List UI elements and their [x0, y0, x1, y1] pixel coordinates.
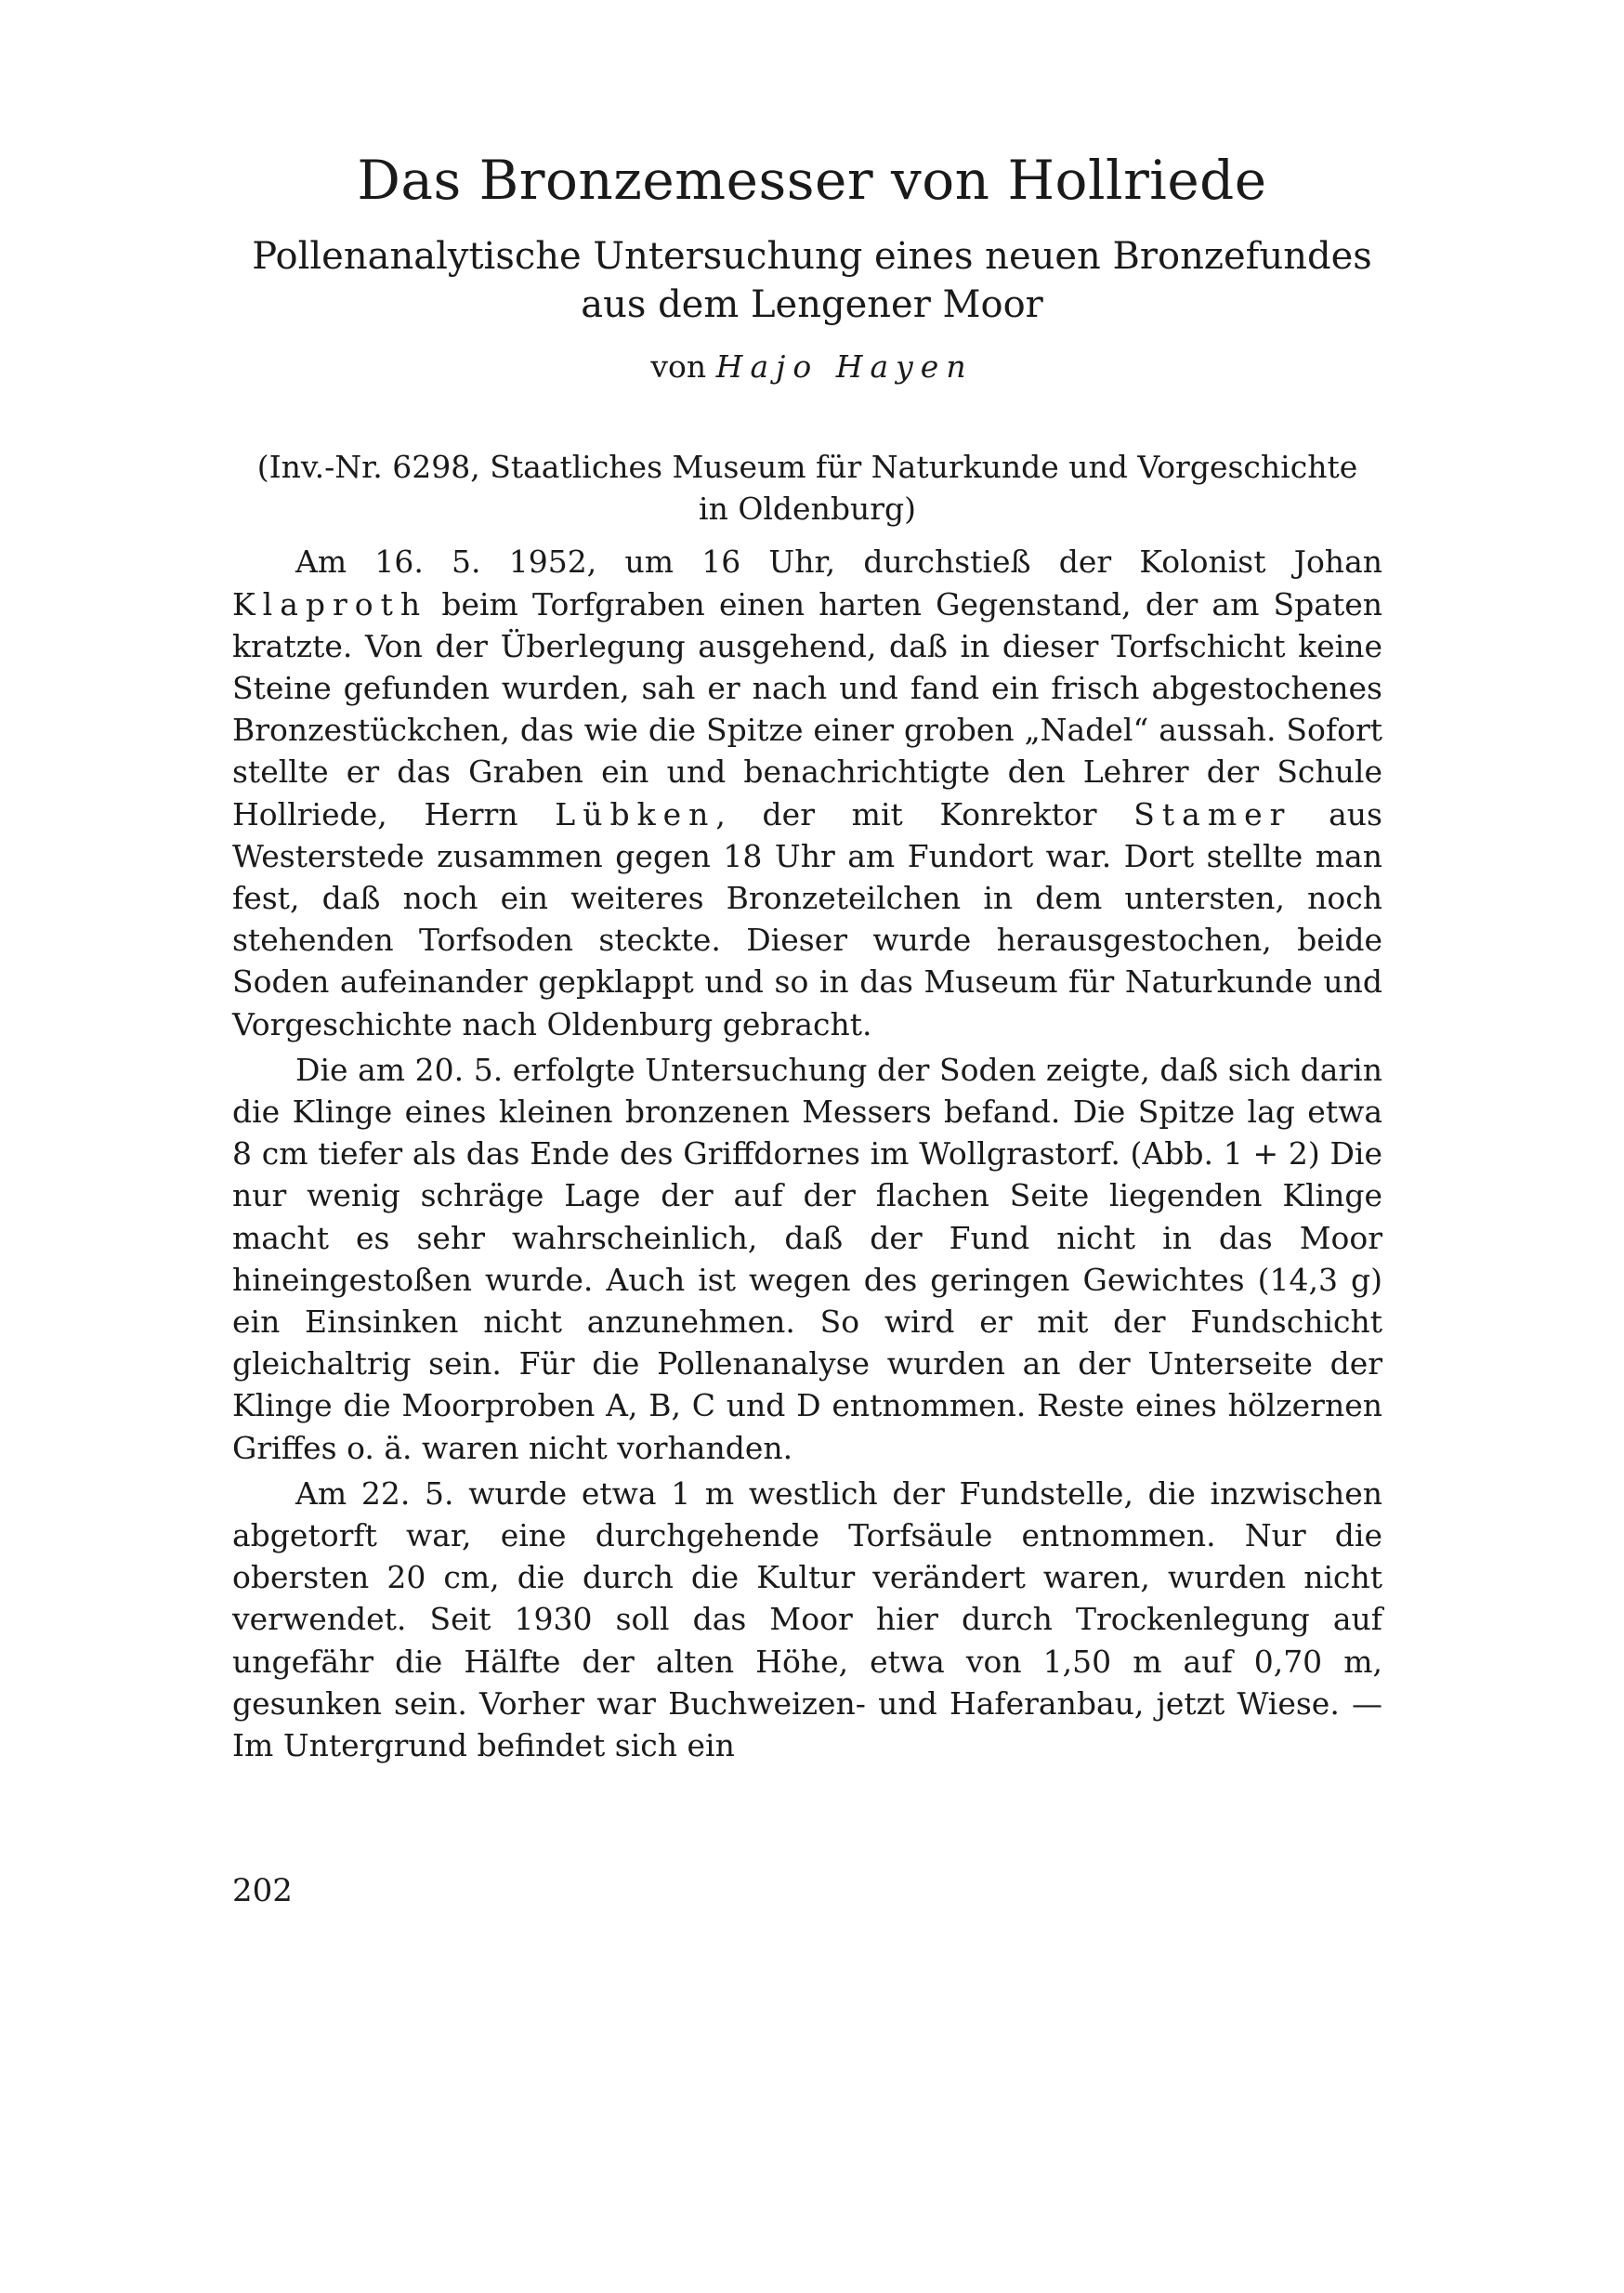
article-title: Das Bronzemesser von Hollriede: [357, 149, 1267, 212]
author-line: [0, 348, 1624, 385]
paragraph-1-text-d: aus Westerstede zusammen gegen 18 Uhr am Fundort war. Dort stellte man fest, daß noch ein weiteres Bronzeteilchen in dem untersten, noch stehenden Torfsoden steckte. Dieser wurde herausgestochen, beide Soden aufeinander gepklappt und so in das Museum für Naturkunde und Vorgeschichte nach Oldenburg gebracht.: [232, 795, 1382, 1042]
paragraph-1: [232, 541, 1382, 1044]
inventory-note: (Inv.-Nr. 6298, Staatliches Museum für Naturkunde und Vorgeschichte in Oldenburg): [256, 449, 1358, 528]
paragraph-1-text-a: Am 16. 5. 1952, um 16 Uhr, durchstieß der Kolonist Johan: [295, 544, 1382, 581]
paragraph-1-text-c: , der mit Konrektor: [715, 795, 1097, 832]
article-body: [232, 446, 1382, 1766]
person-name-luebken: Lübken: [555, 795, 716, 832]
author-prefix: von: [650, 348, 707, 385]
person-name-stamer: Stamer: [1133, 795, 1292, 832]
author-name: Hajo Hayen: [715, 348, 974, 385]
page-number: 202: [232, 1872, 293, 1909]
paragraph-1-text-b: beim Torfgraben einen harten Gegenstand, der am Spaten kratzte. Von der Überlegung ausgehend, daß in dieser Torfschicht keine Steine gefunden wurden, sah er nach und fand ein frisch abgestochenes Bronzestückchen, das wie die Spitze einer groben „Nadel“ aussah. Sofort stellte er das Graben ein und benachrichtigte den Lehrer der Schule Hollriede, Herrn: [232, 585, 1382, 832]
person-name-klaproth: Klaproth: [232, 585, 428, 622]
article-subtitle: Pollenanalytische Untersuchung eines neuen Bronzefundes aus dem Lengener Moor: [252, 235, 1372, 326]
paragraph-3: Am 22. 5. wurde etwa 1 m westlich der Fundstelle, die inzwischen abgetorft war, eine durchgehende Torfsäule entnommen. Nur die obersten 20 cm, die durch die Kultur verändert waren, wurden nicht verwendet. Seit 1930 soll das Moor hier durch Trockenlegung auf ungefähr die Hälfte der alten Höhe, etwa von 1,50 m auf 0,70 m, gesunken sein. Vorher war Buchweizen- und Haferanbau, jetzt Wiese. — Im Untergrund befindet sich ein: [232, 1474, 1382, 1764]
paragraph-2: Die am 20. 5. erfolgte Untersuchung der Soden zeigte, daß sich darin die Klinge eines kleinen bronzenen Messers befand. Die Spitze lag etwa 8 cm tiefer als das Ende des Griffdornes im Wollgrastorf. (Abb. 1 + 2) Die nur wenig schräge Lage der auf der flachen Seite liegenden Klinge macht es sehr wahrscheinlich, daß der Fund nicht in das Moor hineingestoßen wurde. Auch ist wegen des geringen Gewichtes (14,3 g) ein Einsinken nicht anzunehmen. So wird er mit der Fundschicht gleichaltrig sein. Für die Pollenanalyse wurden an der Unterseite der Klinge die Moorproben A, B, C und D entnommen. Reste eines hölzernen Griffes o. ä. waren nicht vorhanden.: [232, 1051, 1382, 1466]
